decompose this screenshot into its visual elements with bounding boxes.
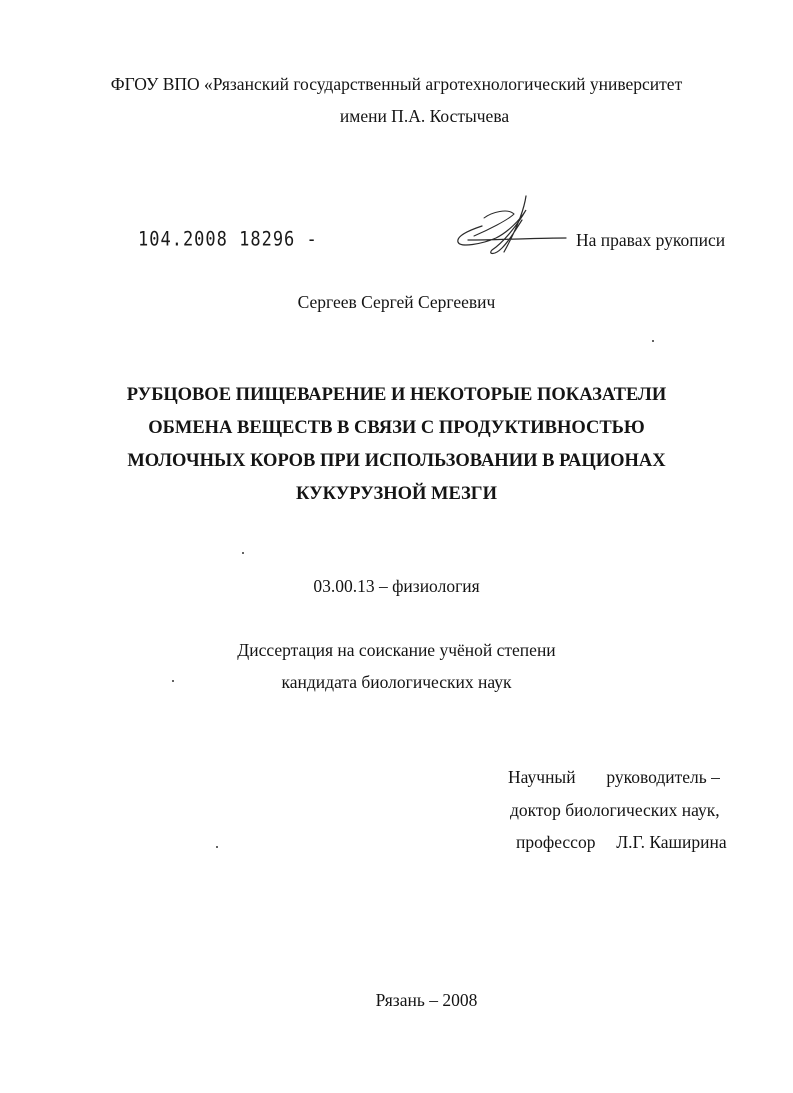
- degree-line-1: Диссертация на соискание учёной степени: [237, 640, 556, 660]
- institution-line-2: имени П.А. Костычева: [339, 106, 510, 126]
- city-year: Рязань – 2008: [375, 990, 478, 1010]
- advisor-degree: доктор биологических наук,: [510, 800, 720, 820]
- registration-number-stamp: 104.2008 18296 -: [138, 228, 318, 251]
- author-name: Сергеев Сергей Сергеевич: [297, 292, 496, 312]
- title-line-1: РУБЦОВОЕ ПИЩЕВАРЕНИЕ И НЕКОТОРЫЕ ПОКАЗАТЕЛИ: [126, 385, 667, 405]
- scan-speck: [242, 552, 244, 554]
- degree-line-2: кандидата биологических наук: [281, 672, 512, 692]
- institution-line-1: ФГОУ ВПО «Рязанский государственный агротехнологический университет: [110, 74, 683, 94]
- advisor-role-word1: Научный: [508, 767, 576, 787]
- advisor-role-word2: руководитель –: [606, 767, 720, 787]
- manuscript-rights-label: На правах рукописи: [576, 230, 726, 250]
- advisor-name-line: [516, 832, 756, 853]
- signature-graphic: [448, 190, 568, 270]
- advisor-role: [508, 767, 748, 788]
- scan-speck: [652, 340, 654, 342]
- title-line-4: КУКУРУЗНОЙ МЕЗГИ: [296, 484, 497, 504]
- specialty-code: 03.00.13 – физиология: [313, 576, 480, 596]
- advisor-name: Л.Г. Каширина: [616, 832, 727, 852]
- title-line-2: ОБМЕНА ВЕЩЕСТВ В СВЯЗИ С ПРОДУКТИВНОСТЬЮ: [148, 418, 645, 438]
- scan-speck: [216, 846, 218, 848]
- advisor-position: профессор: [516, 832, 596, 852]
- title-line-3: МОЛОЧНЫХ КОРОВ ПРИ ИСПОЛЬЗОВАНИИ В РАЦИОНАХ: [127, 451, 666, 471]
- scan-speck: [172, 680, 174, 682]
